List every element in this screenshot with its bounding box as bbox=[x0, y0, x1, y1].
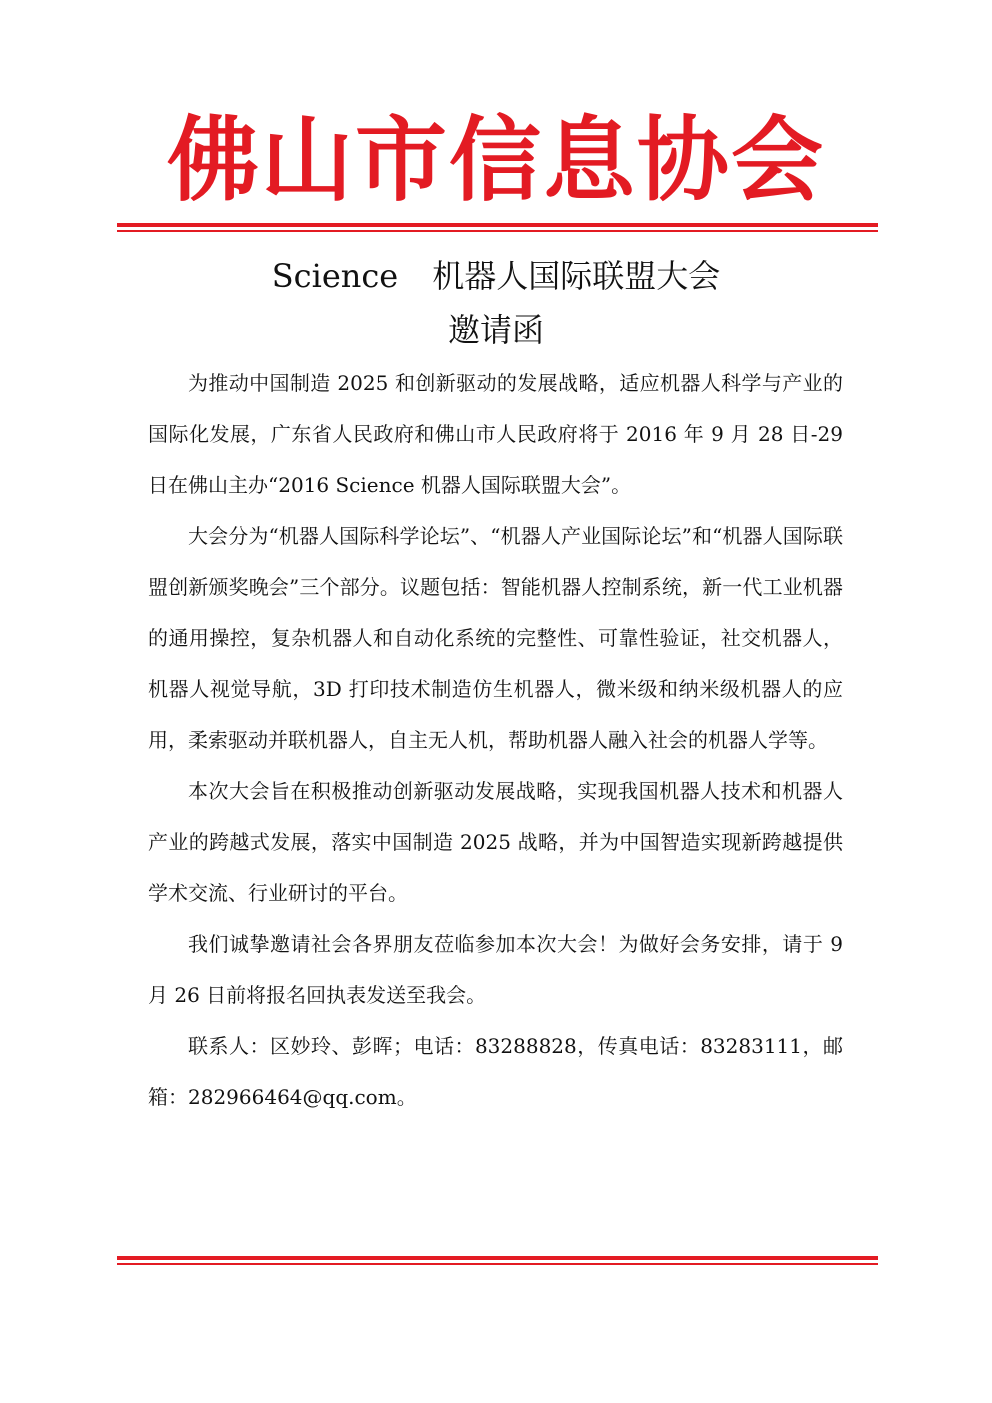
paragraph-intro: 为推动中国制造 2025 和创新驱动的发展战略，适应机器人科学与产业的国际化发展，广东省人民政府和佛山市人民政府将于 2016 年 9 月 28 日-29 日在佛山主办“2016 Science 机器人国际联盟大会”。 bbox=[148, 371, 843, 497]
header-divider-thin-line bbox=[117, 230, 878, 232]
footer-divider-thin-line bbox=[117, 1263, 878, 1265]
footer-divider-thick-line bbox=[117, 1256, 878, 1260]
footer-divider bbox=[117, 1256, 878, 1265]
paragraph-agenda: 大会分为“机器人国际科学论坛”、“机器人产业国际论坛”和“机器人国际联盟创新颁奖晚会”三个部分。议题包括：智能机器人控制系统，新一代工业机器的通用操控，复杂机器人和自动化系统的完整性、可靠性验证，社交机器人，机器人视觉导航，3D 打印技术制造仿生机器人，微米级和纳米级机器人的应用，柔索驱动并联机器人，自主无人机，帮助机器人融入社会的机器人学等。 bbox=[148, 524, 843, 752]
document-subtitle: 邀请函 bbox=[447, 311, 544, 349]
letter-body bbox=[148, 358, 843, 1123]
organization-letterhead: 佛山市信息协会 bbox=[166, 106, 825, 214]
title-event-prefix: Science bbox=[271, 257, 399, 295]
header-divider-thick-line bbox=[117, 223, 878, 227]
paragraph-contact: 联系人：区妙玲、彭晖；电话：83288828，传真电话：83283111，邮箱：282966464@qq.com。 bbox=[148, 1034, 843, 1109]
paragraph-invitation: 我们诚挚邀请社会各界朋友莅临参加本次大会！为做好会务安排，请于 9 月 26 日前将报名回执表发送至我会。 bbox=[148, 932, 843, 1007]
paragraph-purpose: 本次大会旨在积极推动创新驱动发展战略，实现我国机器人技术和机器人产业的跨越式发展，落实中国制造 2025 战略，并为中国智造实现新跨越提供学术交流、行业研讨的平台。 bbox=[148, 779, 843, 905]
header-divider bbox=[117, 223, 878, 232]
title-event-name: 机器人国际联盟大会 bbox=[432, 257, 721, 295]
document-title bbox=[0, 256, 992, 296]
